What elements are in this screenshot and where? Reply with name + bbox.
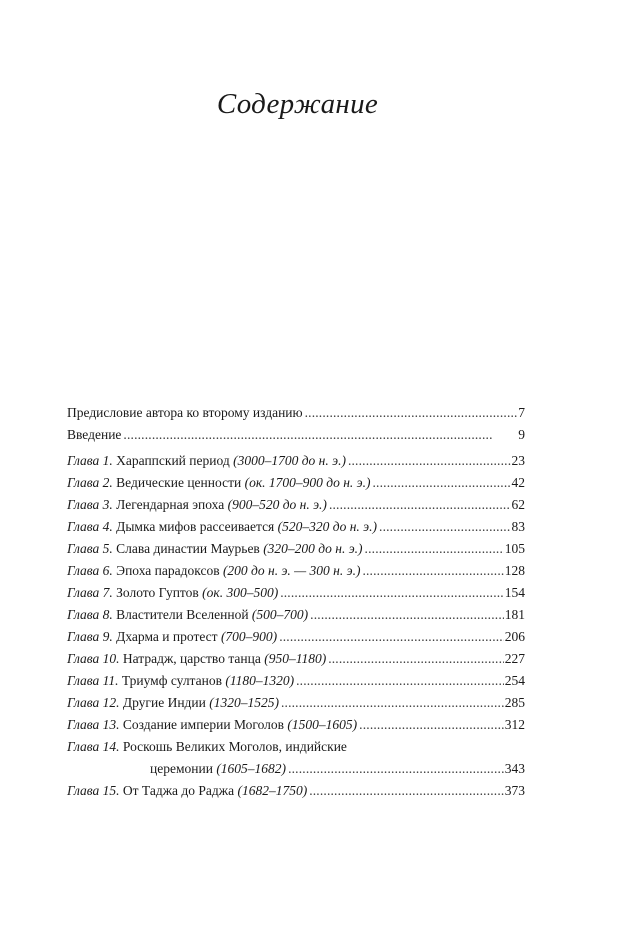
chapter-title: Золото Гуптов	[116, 585, 199, 600]
toc-entry-chapter-5[interactable]	[67, 541, 525, 563]
toc-entry-page: 206	[504, 629, 525, 644]
chapter-period: (900–520 до н. э.)	[227, 497, 327, 512]
chapter-period: (520–320 до н. э.)	[277, 519, 378, 534]
chapter-number: Глава 14.	[67, 739, 120, 754]
dot-leader	[279, 629, 504, 645]
toc-entry-page: 254	[504, 673, 525, 688]
chapter-title: Легендарная эпоха	[116, 497, 225, 512]
toc-entry-label	[67, 497, 329, 513]
toc-entry-label	[67, 673, 296, 689]
toc-entry-label	[67, 585, 280, 601]
chapter-title: Ведические ценности	[116, 475, 242, 490]
page-title: Содержание	[216, 88, 379, 120]
chapter-title: Натрадж, царство танца	[122, 651, 261, 666]
chapter-title-continued: церемонии	[150, 761, 213, 776]
chapter-number: Глава 11.	[67, 673, 119, 688]
toc-entry-page: 7	[518, 405, 525, 420]
dot-leader	[288, 761, 504, 777]
toc-entry-page: 227	[504, 651, 525, 666]
chapter-period: (200 до н. э. — 300 н. э.)	[222, 563, 361, 578]
dot-leader	[348, 453, 511, 469]
dot-leader	[310, 607, 504, 623]
chapter-number: Глава 15.	[67, 783, 120, 798]
chapter-title: Хараппский период	[116, 453, 230, 468]
chapter-period: (1180–1320)	[225, 673, 295, 688]
toc-entry-page: 62	[511, 497, 525, 512]
dot-leader	[365, 541, 504, 557]
dot-leader	[305, 405, 518, 421]
toc-entry-preface[interactable]	[67, 405, 525, 427]
toc-entry-chapter-3[interactable]	[67, 497, 525, 519]
toc-entry-chapter-13[interactable]	[67, 717, 525, 739]
chapter-period: (1500–1605)	[287, 717, 358, 732]
toc-entry-chapter-2[interactable]	[67, 475, 525, 497]
table-of-contents	[67, 405, 525, 805]
toc-entry-page: 343	[504, 761, 525, 776]
toc-entry-chapter-4[interactable]	[67, 519, 525, 541]
toc-entry-page: 312	[504, 717, 525, 732]
toc-entry-page: 128	[504, 563, 525, 578]
toc-entry-label	[67, 607, 310, 623]
dot-leader	[373, 475, 511, 491]
chapter-number: Глава 5.	[67, 541, 113, 556]
toc-entry-page: 181	[504, 607, 525, 622]
toc-entry-page: 9	[518, 427, 525, 442]
toc-entry-label	[67, 519, 379, 535]
toc-entry-label	[67, 761, 288, 777]
toc-entry-label	[67, 475, 373, 491]
chapter-number: Глава 1.	[67, 453, 113, 468]
toc-entry-chapter-1[interactable]	[67, 453, 525, 475]
toc-entry-introduction[interactable]	[67, 427, 525, 449]
chapter-title: От Таджа до Раджа	[122, 783, 235, 798]
dot-leader	[296, 673, 504, 689]
toc-entry-chapter-8[interactable]	[67, 607, 525, 629]
toc-entry-label: Предисловие автора ко второму изданию	[67, 405, 303, 420]
toc-entry-label	[67, 651, 328, 667]
toc-entry-chapter-12[interactable]	[67, 695, 525, 717]
toc-entry-chapter-14[interactable]	[67, 739, 525, 761]
chapter-number: Глава 6.	[67, 563, 113, 578]
toc-entry-page: 83	[511, 519, 525, 534]
toc-entry-chapter-6[interactable]	[67, 563, 525, 585]
chapter-title: Создание империи Моголов	[122, 717, 285, 732]
toc-entry-page: 373	[504, 783, 525, 798]
toc-entry-label: Введение	[67, 427, 122, 442]
chapter-period: (320–200 до н. э.)	[263, 541, 363, 556]
chapter-number: Глава 9.	[67, 629, 113, 644]
chapter-number: Глава 12.	[67, 695, 120, 710]
toc-entry-label	[67, 629, 279, 645]
dot-leader	[359, 717, 504, 733]
chapter-title: Дымка мифов рассеивается	[116, 519, 275, 534]
chapter-period: (ок. 300–500)	[202, 585, 279, 600]
toc-entry-chapter-11[interactable]	[67, 673, 525, 695]
toc-entry-page: 285	[504, 695, 525, 710]
chapter-period: (ок. 1700–900 до н. э.)	[244, 475, 371, 490]
toc-entry-label	[67, 783, 309, 799]
toc-entry-chapter-9[interactable]	[67, 629, 525, 651]
chapter-number: Глава 10.	[67, 651, 120, 666]
chapter-number: Глава 4.	[67, 519, 113, 534]
toc-entry-label	[67, 563, 362, 579]
toc-entry-label	[67, 541, 365, 557]
chapter-period: (1320–1525)	[209, 695, 279, 710]
toc-entry-label	[67, 739, 525, 755]
dot-leader	[123, 427, 517, 443]
toc-entry-chapter-10[interactable]	[67, 651, 525, 673]
chapter-period: (950–1180)	[264, 651, 327, 666]
chapter-title: Триумф султанов	[121, 673, 222, 688]
chapter-number: Глава 8.	[67, 607, 113, 622]
chapter-title: Слава династии Маурьев	[116, 541, 260, 556]
toc-entry-label	[67, 717, 359, 733]
toc-entry-chapter-7[interactable]	[67, 585, 525, 607]
chapter-title: Эпоха парадоксов	[116, 563, 220, 578]
chapter-period: (1605–1682)	[216, 761, 287, 776]
toc-entry-page: 23	[511, 453, 525, 468]
chapter-period: (700–900)	[220, 629, 278, 644]
chapter-number: Глава 13.	[67, 717, 120, 732]
toc-entry-chapter-15[interactable]	[67, 783, 525, 805]
chapter-title: Властители Вселенной	[116, 607, 249, 622]
chapter-title: Дхарма и протест	[116, 629, 218, 644]
chapter-title: Другие Индии	[122, 695, 206, 710]
toc-entry-page: 105	[504, 541, 525, 556]
dot-leader	[280, 585, 504, 601]
dot-leader	[362, 563, 503, 579]
dot-leader	[328, 651, 504, 667]
dot-leader	[329, 497, 511, 513]
chapter-number: Глава 3.	[67, 497, 113, 512]
chapter-period: (500–700)	[251, 607, 309, 622]
chapter-number: Глава 7.	[67, 585, 113, 600]
dot-leader	[379, 519, 510, 535]
dot-leader	[309, 783, 504, 799]
chapter-number: Глава 2.	[67, 475, 113, 490]
toc-entry-page: 42	[511, 475, 525, 490]
chapter-title: Роскошь Великих Моголов, индийские	[122, 739, 347, 754]
chapter-period: (3000–1700 до н. э.)	[233, 453, 346, 468]
dot-leader	[281, 695, 504, 711]
toc-entry-label	[67, 695, 281, 711]
chapter-period: (1682–1750)	[237, 783, 308, 798]
toc-entry-label	[67, 453, 348, 469]
toc-entry-page: 154	[504, 585, 525, 600]
toc-entry-chapter-14-continued[interactable]	[67, 761, 525, 783]
